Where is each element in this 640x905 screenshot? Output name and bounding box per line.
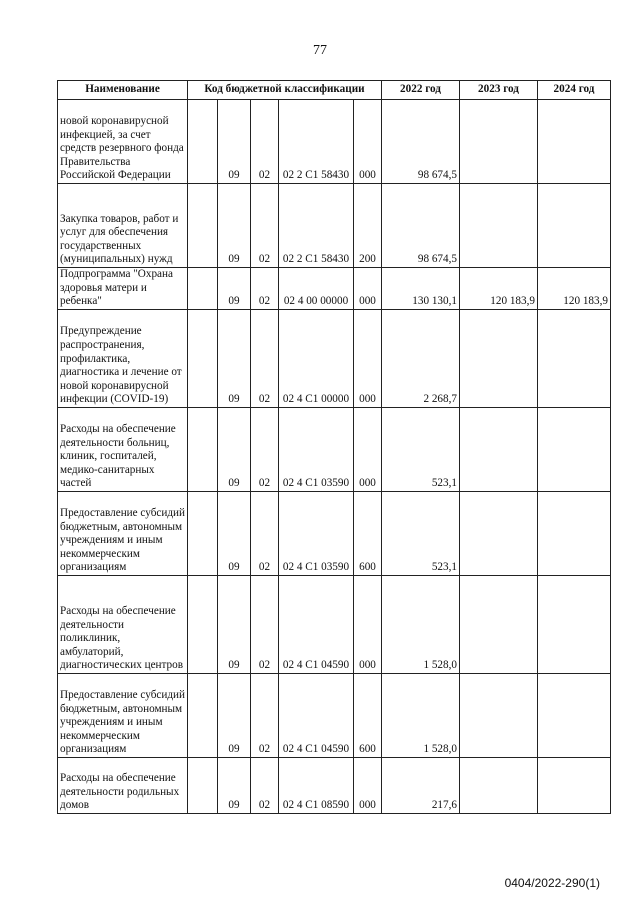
row-chapter: 09 bbox=[218, 492, 251, 576]
row-expense-kind: 000 bbox=[354, 758, 382, 814]
row-target-code: 02 4 С1 03590 bbox=[279, 408, 354, 492]
row-2024 bbox=[538, 674, 611, 758]
row-section bbox=[188, 576, 218, 674]
row-subsection: 02 bbox=[251, 492, 279, 576]
row-subsection: 02 bbox=[251, 184, 279, 268]
table-row bbox=[58, 492, 611, 576]
row-name: Расходы на обеспечение деятельности родильных домов bbox=[58, 758, 188, 814]
row-target-code: 02 2 С1 58430 bbox=[279, 100, 354, 184]
table-row bbox=[58, 674, 611, 758]
row-2022: 98 674,5 bbox=[382, 100, 460, 184]
row-expense-kind: 200 bbox=[354, 184, 382, 268]
row-2024 bbox=[538, 758, 611, 814]
row-2023 bbox=[460, 408, 538, 492]
row-2022: 2 268,7 bbox=[382, 310, 460, 408]
row-name: Расходы на обеспечение деятельности поликлиник, амбулаторий, диагностических центров bbox=[58, 576, 188, 674]
row-chapter: 09 bbox=[218, 184, 251, 268]
row-2022: 130 130,1 bbox=[382, 268, 460, 310]
row-2024 bbox=[538, 576, 611, 674]
row-2022: 523,1 bbox=[382, 408, 460, 492]
row-name: Подпрограмма "Охрана здоровья матери и ребенка" bbox=[58, 268, 188, 310]
row-2023 bbox=[460, 674, 538, 758]
row-name: новой коронавирусной инфекцией, за счет средств резервного фонда Правительства Российской Федерации bbox=[58, 100, 188, 184]
row-target-code: 02 4 С1 04590 bbox=[279, 674, 354, 758]
row-2023 bbox=[460, 576, 538, 674]
row-target-code: 02 4 С1 08590 bbox=[279, 758, 354, 814]
table-row bbox=[58, 184, 611, 268]
row-name: Расходы на обеспечение деятельности больниц, клиник, госпиталей, медико-санитарных частей bbox=[58, 408, 188, 492]
row-expense-kind: 000 bbox=[354, 408, 382, 492]
header-2023: 2023 год bbox=[460, 81, 538, 100]
header-name: Наименование bbox=[58, 81, 188, 100]
header-code: Код бюджетной классификации bbox=[188, 81, 382, 100]
row-name: Предоставление субсидий бюджетным, автономным учреждениям и иным некоммерческим организациям bbox=[58, 674, 188, 758]
row-2024 bbox=[538, 408, 611, 492]
row-2023: 120 183,9 bbox=[460, 268, 538, 310]
row-chapter: 09 bbox=[218, 408, 251, 492]
table-row bbox=[58, 268, 611, 310]
row-section bbox=[188, 674, 218, 758]
row-target-code: 02 2 С1 58430 bbox=[279, 184, 354, 268]
row-2024: 120 183,9 bbox=[538, 268, 611, 310]
row-target-code: 02 4 С1 00000 bbox=[279, 310, 354, 408]
row-expense-kind: 000 bbox=[354, 268, 382, 310]
table-row bbox=[58, 576, 611, 674]
row-2024 bbox=[538, 310, 611, 408]
row-2022: 217,6 bbox=[382, 758, 460, 814]
row-section bbox=[188, 492, 218, 576]
row-name: Закупка товаров, работ и услуг для обеспечения государственных (муниципальных) нужд bbox=[58, 184, 188, 268]
row-subsection: 02 bbox=[251, 310, 279, 408]
header-2022: 2022 год bbox=[382, 81, 460, 100]
document-code: 0404/2022-290(1) bbox=[504, 876, 600, 890]
row-subsection: 02 bbox=[251, 408, 279, 492]
row-section bbox=[188, 758, 218, 814]
row-chapter: 09 bbox=[218, 758, 251, 814]
row-expense-kind: 600 bbox=[354, 674, 382, 758]
row-chapter: 09 bbox=[218, 674, 251, 758]
row-expense-kind: 000 bbox=[354, 100, 382, 184]
row-target-code: 02 4 С1 03590 bbox=[279, 492, 354, 576]
budget-table bbox=[57, 80, 611, 814]
header-row bbox=[58, 81, 611, 100]
row-section bbox=[188, 408, 218, 492]
row-name: Предоставление субсидий бюджетным, автономным учреждениям и иным некоммерческим организациям bbox=[58, 492, 188, 576]
row-subsection: 02 bbox=[251, 576, 279, 674]
page-number: 77 bbox=[313, 43, 327, 58]
row-2023 bbox=[460, 100, 538, 184]
row-2023 bbox=[460, 492, 538, 576]
row-2022: 1 528,0 bbox=[382, 576, 460, 674]
table-row bbox=[58, 100, 611, 184]
row-section bbox=[188, 100, 218, 184]
row-section bbox=[188, 184, 218, 268]
row-subsection: 02 bbox=[251, 758, 279, 814]
row-section bbox=[188, 310, 218, 408]
row-expense-kind: 000 bbox=[354, 576, 382, 674]
row-chapter: 09 bbox=[218, 310, 251, 408]
row-2024 bbox=[538, 492, 611, 576]
row-2023 bbox=[460, 184, 538, 268]
row-chapter: 09 bbox=[218, 100, 251, 184]
row-subsection: 02 bbox=[251, 674, 279, 758]
table-row bbox=[58, 408, 611, 492]
row-expense-kind: 000 bbox=[354, 310, 382, 408]
row-2022: 98 674,5 bbox=[382, 184, 460, 268]
row-2022: 523,1 bbox=[382, 492, 460, 576]
row-2023 bbox=[460, 310, 538, 408]
row-2024 bbox=[538, 100, 611, 184]
row-chapter: 09 bbox=[218, 576, 251, 674]
row-section bbox=[188, 268, 218, 310]
row-2023 bbox=[460, 758, 538, 814]
row-target-code: 02 4 00 00000 bbox=[279, 268, 354, 310]
row-name: Предупреждение распространения, профилактика, диагностика и лечение от новой коронавирусной инфекции (COVID-19) bbox=[58, 310, 188, 408]
row-subsection: 02 bbox=[251, 268, 279, 310]
table-row bbox=[58, 310, 611, 408]
header-2024: 2024 год bbox=[538, 81, 611, 100]
row-2022: 1 528,0 bbox=[382, 674, 460, 758]
row-expense-kind: 600 bbox=[354, 492, 382, 576]
row-2024 bbox=[538, 184, 611, 268]
row-target-code: 02 4 С1 04590 bbox=[279, 576, 354, 674]
row-subsection: 02 bbox=[251, 100, 279, 184]
table-row bbox=[58, 758, 611, 814]
row-chapter: 09 bbox=[218, 268, 251, 310]
